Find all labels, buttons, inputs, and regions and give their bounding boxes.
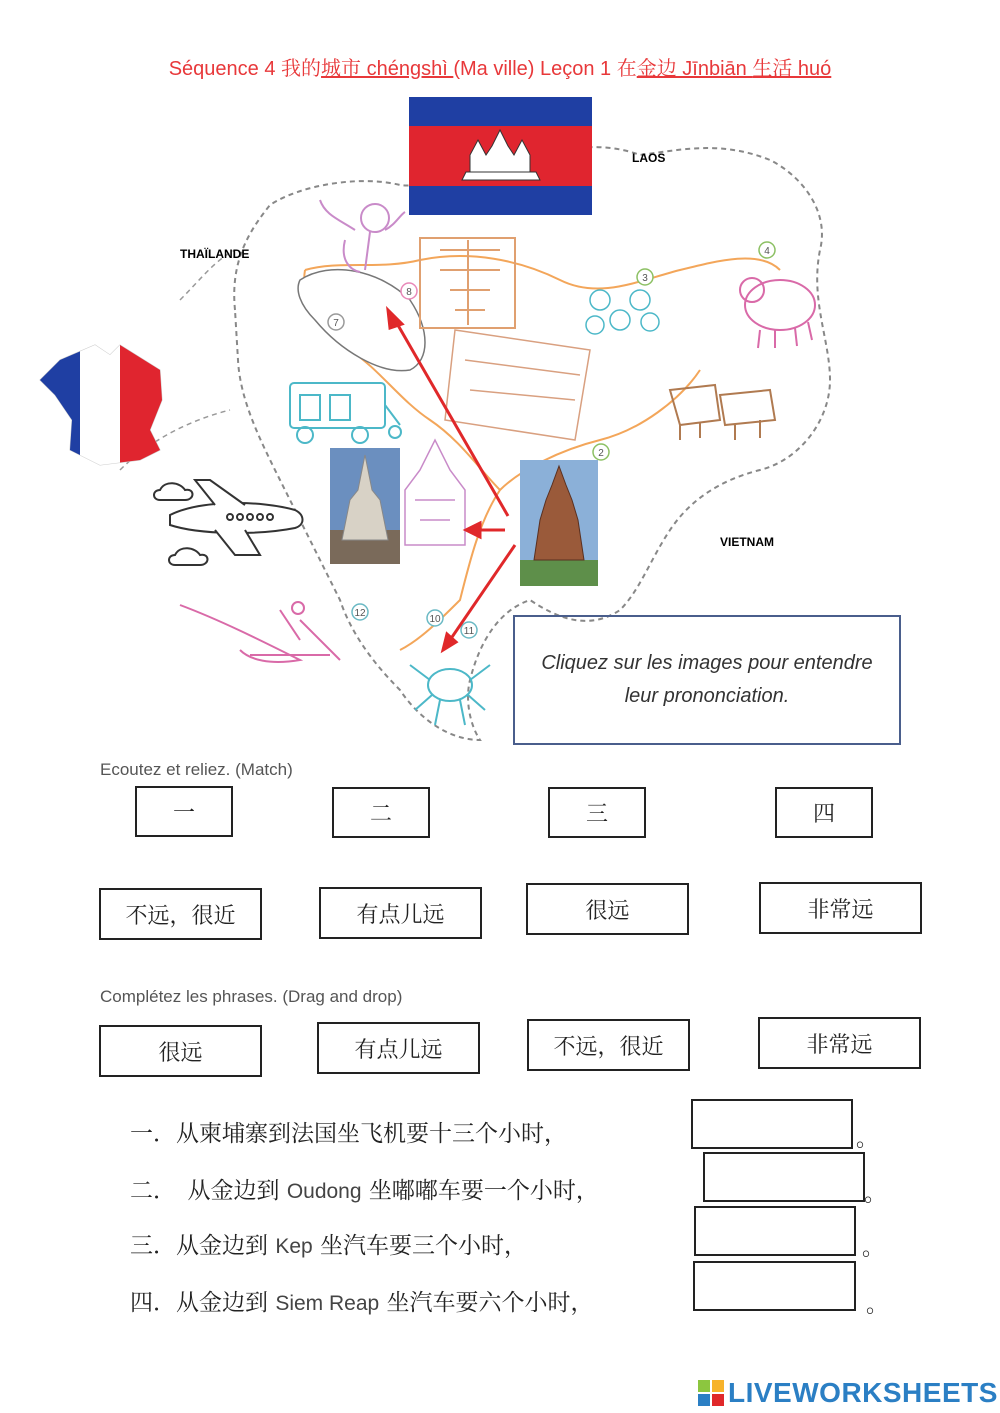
label-vietnam: VIETNAM bbox=[720, 535, 774, 549]
sentence-4-text-a: 从金边到 bbox=[176, 1290, 276, 1316]
flowers-illustration bbox=[586, 290, 659, 334]
sentence-4-number: 四． bbox=[130, 1290, 176, 1316]
label-laos: LAOS bbox=[632, 151, 666, 165]
sentence-1-drop-zone[interactable] bbox=[691, 1099, 853, 1149]
royal-palace-sketch bbox=[405, 440, 465, 545]
match-number-2[interactable]: 二 bbox=[332, 787, 430, 838]
sentence-4-text-b: 坐汽车要六个小时， bbox=[379, 1290, 594, 1316]
match-number-3[interactable]: 三 bbox=[548, 787, 646, 838]
independence-monument-photo bbox=[520, 460, 598, 586]
france-flag-map bbox=[35, 340, 165, 470]
sentence-4-period: 。 bbox=[866, 1293, 889, 1318]
tuktuk-illustration bbox=[290, 383, 401, 443]
bayon-face-illustration bbox=[420, 238, 515, 328]
sentence-3-text-b: 坐汽车要三个小时， bbox=[312, 1233, 527, 1259]
marker-7: 7 bbox=[333, 318, 339, 329]
match-number-4[interactable]: 四 bbox=[775, 787, 873, 838]
marker-11: 11 bbox=[463, 626, 475, 637]
pig-illustration bbox=[740, 278, 815, 348]
title-sequence: Séquence 4 bbox=[168, 58, 282, 80]
cambodia-flag bbox=[409, 97, 592, 215]
marker-8: 8 bbox=[406, 287, 412, 298]
sentence-1-period: 。 bbox=[856, 1127, 879, 1152]
instruction-box bbox=[513, 615, 901, 745]
title-lesson: (Ma ville) Leçon 1 bbox=[453, 58, 617, 80]
sentence-3-drop-zone[interactable] bbox=[694, 1206, 856, 1256]
marker-2: 2 bbox=[598, 448, 604, 459]
match-instruction: Ecoutez et reliez. (Match) bbox=[100, 760, 293, 779]
sentence-2-place: Oudong bbox=[286, 1180, 362, 1203]
liveworksheets-text: LIVEWORKSHEETS bbox=[728, 1377, 998, 1408]
sentence-4 bbox=[130, 1284, 594, 1317]
sentence-2-period: 。 bbox=[864, 1182, 887, 1207]
complete-instruction: Complétez les phrases. (Drag and drop) bbox=[100, 987, 403, 1006]
sentence-4-drop-zone[interactable] bbox=[693, 1261, 856, 1311]
sentence-2-number: 二． bbox=[130, 1178, 165, 1204]
drag-option-4[interactable]: 非常远 bbox=[758, 1017, 921, 1069]
liveworksheets-logo[interactable] bbox=[698, 1376, 998, 1410]
title-jinbian: 金边 Jīnbiān bbox=[636, 58, 753, 80]
match-answer-2[interactable]: 有点儿远 bbox=[319, 887, 482, 939]
title-chinese-1: 我的 bbox=[281, 58, 322, 80]
title-shenghuo: 生活 huó bbox=[752, 58, 832, 80]
sentence-1 bbox=[130, 1115, 567, 1148]
instruction-text: Cliquez sur les images pour entendre leur prononciation. bbox=[541, 652, 873, 707]
sentence-2-drop-zone[interactable] bbox=[703, 1152, 865, 1202]
sentence-1-text: 从柬埔寨到法国坐飞机要十三个小时， bbox=[176, 1121, 567, 1147]
sentence-2-text-b: 坐嘟嘟车要一个小时， bbox=[361, 1178, 599, 1204]
sentence-3-number: 三． bbox=[130, 1233, 176, 1259]
fishing-boat-illustration bbox=[180, 602, 340, 662]
sentence-2-text-a: 从金边到 bbox=[164, 1178, 287, 1204]
drag-option-3[interactable]: 不远，很近 bbox=[527, 1019, 690, 1071]
silver-pagoda-photo bbox=[330, 448, 400, 564]
drag-option-1[interactable]: 很远 bbox=[99, 1025, 262, 1077]
match-answer-3[interactable]: 很远 bbox=[526, 883, 689, 935]
marker-4: 4 bbox=[764, 246, 770, 257]
sentence-3-period: 。 bbox=[862, 1236, 885, 1261]
sentence-3 bbox=[130, 1227, 527, 1260]
match-number-1[interactable]: 一 bbox=[135, 786, 233, 837]
sentence-4-place: Siem Reap bbox=[275, 1292, 380, 1315]
liveworksheets-icon bbox=[698, 1380, 724, 1406]
label-thailand: THAÏLANDE bbox=[180, 247, 250, 261]
monkey-illustration bbox=[320, 200, 405, 272]
sentence-3-text-a: 从金边到 bbox=[176, 1233, 276, 1259]
match-answer-1[interactable]: 不远，很近 bbox=[99, 888, 262, 940]
airplane-illustration bbox=[154, 480, 303, 565]
sentence-1-number: 一． bbox=[130, 1121, 176, 1147]
ox-cart-illustration bbox=[670, 385, 775, 440]
angkor-temple-sketch bbox=[445, 330, 590, 440]
marker-10: 10 bbox=[429, 614, 441, 625]
page-title bbox=[0, 52, 1000, 81]
sentence-2 bbox=[130, 1172, 599, 1205]
title-chinese-2: 在 bbox=[616, 58, 637, 80]
marker-3: 3 bbox=[642, 273, 648, 284]
title-chengshi: 城市 chéngshì bbox=[321, 58, 454, 80]
drag-option-2[interactable]: 有点儿远 bbox=[317, 1022, 480, 1074]
match-answer-4[interactable]: 非常远 bbox=[759, 882, 922, 934]
sentence-3-place: Kep bbox=[275, 1235, 313, 1258]
marker-12: 12 bbox=[354, 608, 366, 619]
